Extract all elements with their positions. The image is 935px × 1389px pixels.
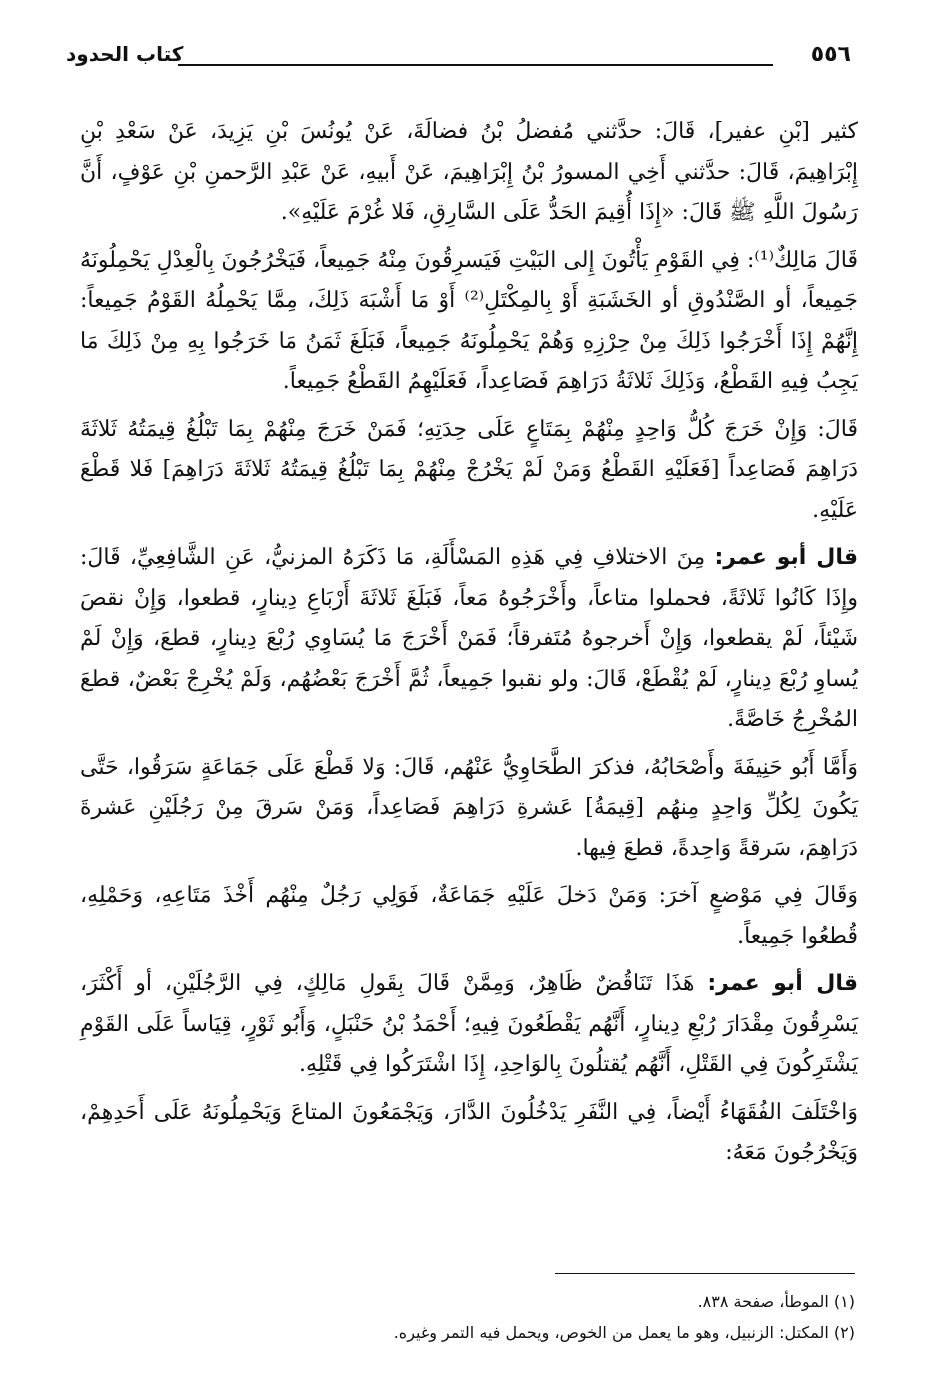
paragraph-text: هَذَا تَنَاقُضٌ ظَاهِرٌ، وَمِمَّنْ قَالَ بِقَولِ مَالِكٍ، فِي الرَّجُلَيْنِ، أو أَكْثَرَ، يَسْرِقُونَ مِقْدَارَ رُبْعِ دِينارٍ، أَنَّهُم يَقْطَعُونَ فِيهِ؛ أَحْمَدُ بْنُ حَنْبَلٍ، وَأَبُو ثَوْرٍ، قِيَاساً عَلَى القَوْمِ يَشْتَرِكُونَ فِي القَتْلِ، أَنَّهُم يُقتلُونَ بِالوَاحِدِ، إِذَا اشْتَرَكُوا فِي قَتْلِهِ. bbox=[80, 971, 858, 1077]
paragraph bbox=[80, 964, 858, 1086]
footnote-divider bbox=[555, 1273, 855, 1274]
paragraph bbox=[80, 1093, 858, 1174]
footnotes bbox=[77, 1286, 855, 1348]
paragraph-text: وَقَالَ فِي مَوْضعٍ آخرَ: وَمَنْ دَخلَ عَلَيْهِ جَمَاعَةٌ، فَوَلِي رَجُلٌ مِنْهُم أَخْذَ مَتَاعِهِ، وَحَمْلِهِ، قُطعُوا جَمِيعاً. bbox=[80, 883, 858, 949]
footnote: (١) الموطأ، صفحة ٨٣٨. bbox=[697, 1292, 855, 1311]
main-text bbox=[80, 112, 858, 1181]
paragraph bbox=[80, 876, 858, 957]
paragraph bbox=[80, 748, 858, 870]
page-header bbox=[66, 42, 851, 76]
paragraph bbox=[80, 538, 858, 741]
paragraph bbox=[80, 410, 858, 532]
paragraph-text: مِنَ الاختلافِ فِي هَذِهِ المَسْأَلَةِ، مَا ذَكَرَهُ المزنيُّ، عَنِ الشَّافِعِيِّ، قَالَ: وإِذَا كَانُوا ثَلاثَةً، فحملوا متاعاً، وأَخْرَجُوهُ مَعاً، فَبَلَغَ ثَلاثَةَ أَرْبَاعِ دِينارٍ، قطعوا، وَإِنْ نقصَ شَيْئاً، لَمْ يقطعوا، وَإِنْ أَخرجوهُ مُتَفرقاً؛ فَمَنْ أَخْرَجَ مَا يُسَاوِي رُبْعَ دِينارٍ، قطعَ، وَإِنْ لَمْ يُساوِ رُبْعَ دِينارٍ، لَمْ يُقْطَعْ، قَالَ: ولو نقبوا جَمِيعاً، ثُمَّ أَخْرَجَ بَعْضُهُم، وَلَمْ يُخْرِجْ بَعْضٌ، قطعَ المُخْرِجُ خَاصَّةً. bbox=[80, 545, 858, 732]
paragraph-speaker: قال أبو عمر: bbox=[714, 545, 859, 570]
book-title: كتاب الحدود bbox=[66, 42, 184, 66]
header-rule bbox=[178, 64, 773, 66]
footnote: (٢) المكتل: الزنبيل، وهو ما يعمل من الخوص، ويحمل فيه التمر وغيره. bbox=[393, 1323, 855, 1342]
paragraph-speaker: قال أبو عمر: bbox=[707, 971, 858, 996]
paragraph-text: وَاخْتَلَفَ الفُقَهَاءُ أَيْضاً، فِي النَّفَرِ يَدْخُلُونَ الدَّارَ، وَيَجْمَعُونَ المتاعَ وَيَحْمِلُونَهُ عَلَى أَحَدِهِمْ، وَيَخْرُجُونَ مَعَهُ: bbox=[80, 1099, 858, 1165]
paragraph-text: كثير [بْنِ عفير]، قَالَ: حدَّثني مُفضلُ بْنُ فضالَةَ، عَنْ يُونُسَ بْنِ يَزِيدَ، عَنْ سَعْدِ بْنِ إِبْرَاهِيمَ، قَالَ: حدَّثني أَخِي المسورُ بْنُ إِبْرَاهِيمَ، عَنْ أَبيهِ، عَنْ عَبْدِ الرَّحمنِ بْنِ عَوْفٍ، أَنَّ رَسُولَ اللَّهِ ﷺ قَالَ: «إِذَا أُقِيمَ الحَدُّ عَلَى السَّارِقِ، فَلا غُرْمَ عَلَيْهِ». bbox=[80, 119, 858, 225]
paragraph bbox=[80, 112, 858, 234]
paragraph-text: وَأَمَّا أَبُو حَنِيفَةَ وأَصْحَابُهُ، فذكرَ الطَّحَاوِيُّ عَنْهُم، قَالَ: وَلا قَطْعَ عَلَى جَمَاعَةٍ سَرَقُوا، حَتَّى يَكُونَ لِكُلِّ وَاحِدٍ مِنهُم [قِيمَةُ] عَشرةِ دَرَاهِمَ فَصَاعِداً، وَمَنْ سَرقَ مِنْ رَجُلَيْنِ عَشرةَ دَرَاهِمَ، سَرقةً وَاحِدةً، قطعَ فِيها. bbox=[80, 754, 858, 861]
paragraph-text: قَالَ مَالِكٌ⁽¹⁾: فِي القَوْمِ يَأْتُونَ إِلى البَيْتِ فَيَسرِقُونَ مِنْهُ جَمِيعاً، فَيَخْرُجُونَ بِالْعِدْلِ يَحْمِلُونَهُ جَمِيعاً، أو الصَّنْدُوقِ أو الخَشَبَةِ أَوْ بِالمِكْتَلِ⁽²⁾ أَوْ مَا أَشْبَهَ ذَلِكَ، مِمَّا يَحْمِلُهُ القَوْمُ جَمِيعاً: إِنَّهُمْ إِذَا أَخْرَجُوا ذَلِكَ مِنْ حِرْزِهِ وَهُمْ يَحْمِلُونَهُ جَمِيعاً، فَبَلَغَ ثَمَنُ مَا خَرَجُوا بِهِ مِنْ ذَلِكَ مَا يَجِبُ فِيهِ القَطْعُ، وَذَلِكَ ثَلاثَةُ دَرَاهِمَ فَصَاعِداً، فَعَلَيْهِمُ القَطْعُ جَمِيعاً. bbox=[80, 247, 859, 394]
paragraph bbox=[80, 241, 858, 403]
page-number: ٥٥٦ bbox=[810, 42, 851, 67]
paragraph-text: قَالَ: وَإِنْ خَرَجَ كُلُّ وَاحِدٍ مِنْهُمْ بِمَتَاعٍ عَلَى حِدَتِهِ؛ فَمَنْ خَرَجَ مِنْهُمْ بِمَا تَبْلُغُ قِيمَتُهُ ثَلاثَةَ دَرَاهِمَ فَصَاعِداً [فَعَلَيْهِ القَطْعُ وَمَنْ لَمْ يَخْرُجْ مِنْهُمْ بِمَا تَبْلُغُ قِيمَتُهُ ثَلاثَةَ دَرَاهِمَ] فَلا قَطْعَ عَلَيْهِ. bbox=[80, 416, 858, 523]
